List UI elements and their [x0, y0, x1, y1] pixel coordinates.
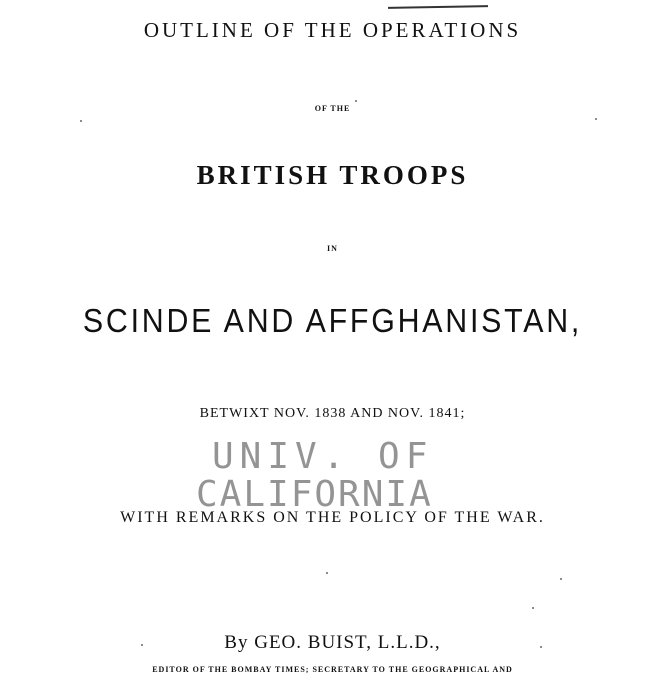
title-line-dates: BETWIXT NOV. 1838 AND NOV. 1841;	[199, 406, 466, 421]
library-stamp-univ-of: UNIV. OF	[212, 436, 434, 477]
paper-speck	[355, 100, 357, 102]
title-line-british-troops: BRITISH TROOPS	[196, 160, 469, 190]
paper-speck	[560, 578, 562, 580]
title-line-in: IN	[327, 244, 338, 253]
author-role-line: EDITOR OF THE BOMBAY TIMES; SECRETARY TO THE GEOGRAPHICAL AND	[152, 665, 513, 674]
paper-speck	[141, 644, 143, 646]
paper-speck	[595, 118, 597, 120]
library-stamp-california: CALIFORNIA	[196, 474, 433, 515]
paper-speck	[532, 607, 534, 609]
title-line-of-the: OF THE	[314, 104, 351, 113]
title-line-remarks: WITH REMARKS ON THE POLICY OF THE WAR.	[120, 509, 545, 526]
title-line-scinde-affghanistan: SCINDE AND AFFGHANISTAN,	[82, 302, 583, 339]
paper-speck	[80, 120, 82, 122]
top-rule	[388, 5, 488, 9]
author-line: By GEO. BUIST, L.L.D.,	[224, 632, 441, 653]
paper-speck	[540, 646, 542, 648]
title-line-operations: OUTLINE OF THE OPERATIONS	[143, 18, 522, 42]
paper-speck	[326, 572, 328, 574]
